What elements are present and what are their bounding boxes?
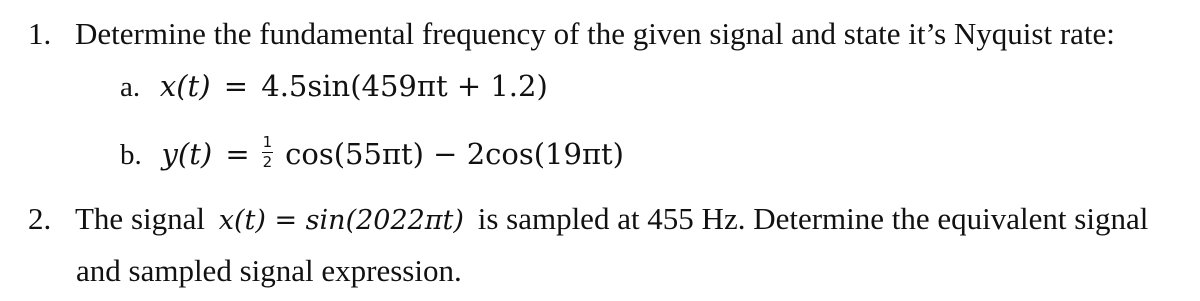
part-b-equation <box>161 132 624 171</box>
question-2-math: x(t) = sin(2022πt) <box>218 205 464 236</box>
question-2-number: 2. <box>28 201 52 236</box>
part-b-label: b. <box>120 139 142 171</box>
question-2-line-2: and sampled signal expression. <box>76 253 462 288</box>
part-a-label: a. <box>120 71 141 103</box>
part-b-fraction-numerator: 1 <box>262 132 273 151</box>
part-a-equation <box>160 69 548 103</box>
part-a-rhs: 4.5sin(459πt + 1.2) <box>261 69 548 103</box>
part-b-lhs: y(t) <box>161 137 213 171</box>
question-1-part-a <box>120 70 548 102</box>
part-a-lhs: x(t) <box>159 69 211 103</box>
question-1-text: Determine the fundamental frequency of the given signal and state it’s Nyquist rate: <box>75 16 1115 51</box>
question-2-continuation <box>76 255 462 286</box>
question-2 <box>28 203 1148 234</box>
question-1 <box>28 18 1115 49</box>
question-2-text-after: is sampled at 455 Hz. Determine the equivalent signal <box>477 201 1149 236</box>
part-a-equals: = <box>223 69 249 103</box>
part-b-fraction <box>262 132 273 171</box>
question-1-part-b <box>120 132 624 174</box>
part-b-rhs: cos(55πt) − 2cos(19πt) <box>285 137 624 171</box>
part-b-equals: = <box>225 137 250 171</box>
part-b-fraction-denominator: 2 <box>262 152 273 171</box>
question-2-text-before: The signal <box>75 201 205 236</box>
question-1-number: 1. <box>28 16 52 51</box>
